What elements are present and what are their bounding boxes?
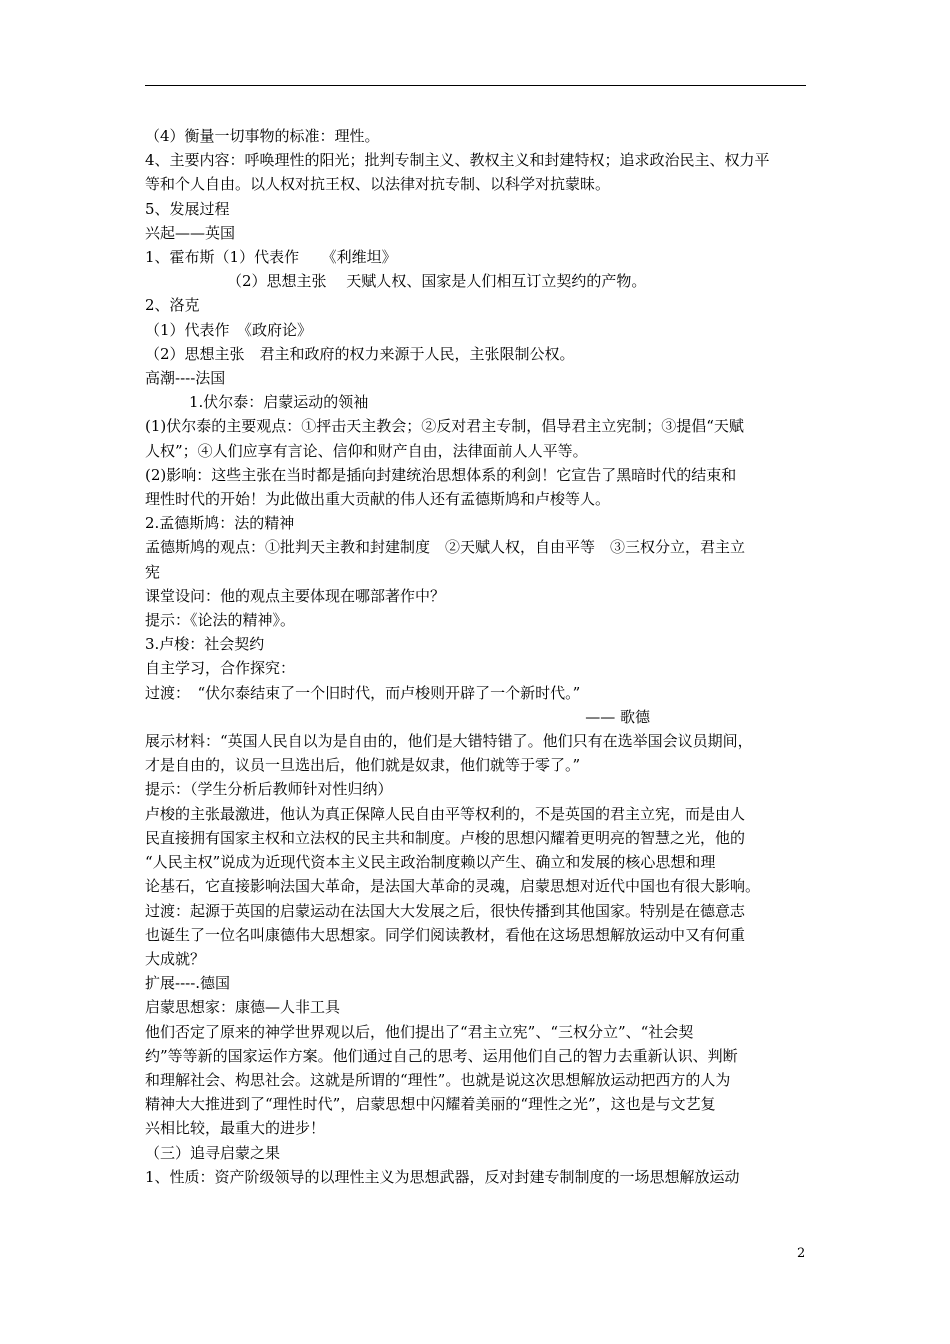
header-rule <box>145 85 806 86</box>
text-line: 3.卢梭：社会契约 <box>145 635 265 654</box>
text-line: 也诞生了一位名叫康德伟大思想家。同学们阅读教材，看他在这场思想解放运动中又有何重 <box>145 925 746 944</box>
text-line: 课堂设问：他的观点主要体现在哪部著作中？ <box>145 586 446 605</box>
text-line: （4）衡量一切事物的标准：理性。 <box>145 127 380 145</box>
text-line: (2)影响：这些主张在当时都是插向封建统治思想体系的利剑！它宣告了黑暗时代的结束和 <box>145 465 737 484</box>
text-line: （2）思想主张 君主和政府的权力来源于人民，主张限制公权。 <box>145 344 575 363</box>
text-line: 大成就？ <box>145 949 206 968</box>
text-line: 2、洛克 <box>145 296 200 315</box>
subheading: 扩展----.德国 <box>145 974 231 993</box>
text-line: 提示：《论法的精神》。 <box>145 611 296 630</box>
text-line: 等和个人自由。以人权对抗王权、以法律对抗专制、以科学对抗蒙昧。 <box>145 175 611 194</box>
text-line: 民直接拥有国家主权和立法权的民主共和制度。卢梭的思想闪耀着更明亮的智慧之光，他的 <box>145 828 746 847</box>
text-line: 2.孟德斯鸠：法的精神 <box>145 514 295 533</box>
text-line: 展示材料：“英国人民自以为是自由的，他们是大错特错了。他们只有在选举国会议员期间， <box>145 732 753 751</box>
text-line: （1）代表作 《政府论》 <box>145 320 313 339</box>
page-number: 2 <box>797 1246 806 1261</box>
text-line: 宪 <box>145 562 161 581</box>
text-line: 启蒙思想家：康德—人非工具 <box>145 998 341 1017</box>
document-body <box>145 124 810 1189</box>
text-line: 过渡： “伏尔泰结束了一个旧时代，而卢梭则开辟了一个新时代。” <box>145 683 581 702</box>
text-line: 卢梭的主张最激进，他认为真正保障人民自由平等权利的，不是英国的君主立宪，而是由人 <box>145 804 746 823</box>
text-line: 和理解社会、构思社会。这就是所谓的“理性”。也就是说这次思想解放运动把西方的人为 <box>145 1070 731 1089</box>
text-line: 过渡：起源于英国的启蒙运动在法国大大发展之后，很快传播到其他国家。特别是在德意志 <box>145 901 746 920</box>
section-heading: 5、发展过程 <box>145 199 230 218</box>
text-line: (1)伏尔泰的主要观点：①抨击天主教会；②反对君主专制，倡导君主立宪制；③提倡“天赋 <box>145 417 744 436</box>
text-line: 理性时代的开始！为此做出重大贡献的伟人还有孟德斯鸠和卢梭等人。 <box>145 490 611 509</box>
section-heading: （三）追寻启蒙之果 <box>145 1143 281 1162</box>
text-line: 约”等等新的国家运作方案。他们通过自己的思考、运用他们自己的智力去重新认识、判断 <box>145 1046 738 1065</box>
text-line: （2）思想主张 天赋人权、国家是人们相互订立契约的产物。 <box>227 272 647 291</box>
text-line: 4、主要内容：呼唤理性的阳光；批判专制主义、教权主义和封建特权；追求政治民主、权力平 <box>145 151 770 170</box>
text-line: 1、性质：资产阶级领导的以理性主义为思想武器，反对封建专制制度的一场思想解放运动 <box>145 1167 740 1186</box>
text-line: 他们否定了原来的神学世界观以后，他们提出了“君主立宪”、“三权分立”、“社会契 <box>145 1022 694 1041</box>
text-line: 才是自由的，议员一旦选出后，他们就是奴隶，他们就等于零了。” <box>145 756 581 775</box>
text-line: 1.伏尔泰：启蒙运动的领袖 <box>189 393 369 412</box>
text-line: “人民主权”说成为近现代资本主义民主政治制度赖以产生、确立和发展的核心思想和理 <box>145 853 716 872</box>
text-line: 1、霍布斯（1）代表作 《利维坦》 <box>145 248 397 267</box>
subheading: 高潮----法国 <box>145 369 226 388</box>
text-line: 自主学习，合作探究： <box>145 659 296 678</box>
text-line: 人权”；④人们应享有言论、信仰和财产自由，法律面前人人平等。 <box>145 441 588 460</box>
text-line: 论基石，它直接影响法国大革命，是法国大革命的灵魂，启蒙思想对近代中国也有很大影响。 <box>145 877 761 896</box>
text-line: 孟德斯鸠的观点：①批判天主教和封建制度 ②天赋人权，自由平等 ③三权分立，君主立 <box>145 538 746 557</box>
text-line: 兴相比较，最重大的进步！ <box>145 1119 326 1138</box>
text-line: 精神大大推进到了“理性时代”，启蒙思想中闪耀着美丽的“理性之光”，这也是与文艺复 <box>145 1095 716 1114</box>
subheading: 兴起——英国 <box>145 223 236 242</box>
text-line: 提示：（学生分析后教师针对性归纳） <box>145 780 393 799</box>
quote-attribution: —— 歌德 <box>585 707 650 726</box>
